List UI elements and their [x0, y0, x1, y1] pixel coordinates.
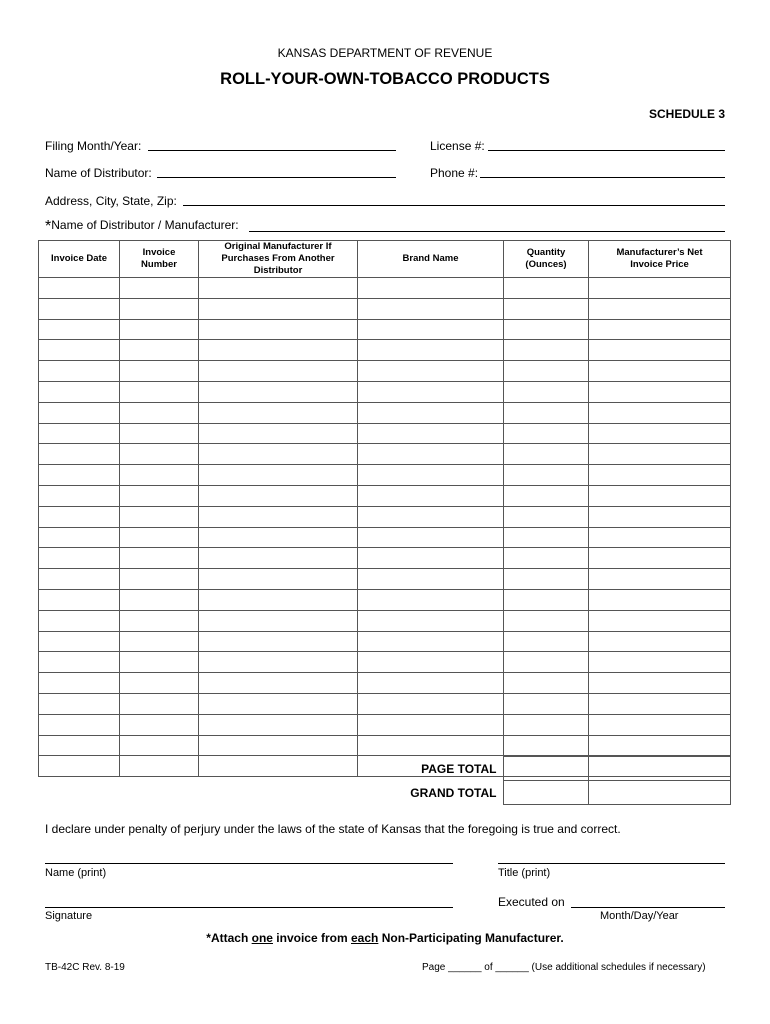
cell-original-manufacturer[interactable] [199, 485, 358, 506]
cell-brand-name[interactable] [358, 569, 504, 590]
distributor-manufacturer-field[interactable] [249, 231, 725, 232]
grand-total-row [38, 781, 730, 805]
cell-invoice-number[interactable] [120, 527, 199, 548]
table-row [39, 319, 731, 340]
cell-invoice-date[interactable] [39, 631, 120, 652]
cell-brand-name[interactable] [358, 444, 504, 465]
cell-brand-name[interactable] [358, 631, 504, 652]
cell-quantity[interactable] [504, 278, 589, 299]
cell-invoice-date[interactable] [39, 735, 120, 756]
cell-quantity[interactable] [504, 693, 589, 714]
cell-invoice-number[interactable] [120, 444, 199, 465]
cell-net-invoice-price[interactable] [589, 278, 731, 299]
cell-net-invoice-price[interactable] [589, 423, 731, 444]
table-row [39, 735, 731, 756]
cell-original-manufacturer[interactable] [199, 340, 358, 361]
cell-net-invoice-price[interactable] [589, 361, 731, 382]
cell-invoice-date[interactable] [39, 340, 120, 361]
cell-quantity[interactable] [504, 735, 589, 756]
cell-invoice-number[interactable] [120, 485, 199, 506]
table-row [39, 298, 731, 319]
table-row [39, 423, 731, 444]
name-print-label: Name (print) [45, 867, 107, 879]
cell-quantity[interactable] [504, 673, 589, 694]
table-row [39, 444, 731, 465]
cell-quantity[interactable] [504, 465, 589, 486]
cell-invoice-number[interactable] [120, 319, 199, 340]
cell-invoice-date[interactable] [39, 673, 120, 694]
cell-original-manufacturer[interactable] [199, 631, 358, 652]
cell-invoice-number[interactable] [120, 652, 199, 673]
cell-brand-name[interactable] [358, 340, 504, 361]
cell-brand-name[interactable] [358, 278, 504, 299]
table-row [39, 278, 731, 299]
cell-net-invoice-price[interactable] [589, 589, 731, 610]
cell-invoice-number[interactable] [120, 340, 199, 361]
executed-on-label: Executed on [498, 895, 565, 909]
cell-net-invoice-price[interactable] [589, 548, 731, 569]
cell-original-manufacturer[interactable] [199, 569, 358, 590]
asterisk-mark: * [45, 218, 52, 235]
phone-label: Phone #: [430, 166, 479, 180]
title-print-field[interactable] [498, 863, 725, 864]
cell-quantity[interactable] [504, 402, 589, 423]
table-row [39, 548, 731, 569]
cell-brand-name[interactable] [358, 652, 504, 673]
page-info: Page ______ of ______ (Use additional schedules if necessary) [422, 962, 706, 973]
cell-net-invoice-price[interactable] [589, 465, 731, 486]
cell-net-invoice-price[interactable] [589, 631, 731, 652]
signature-label: Signature [45, 910, 93, 922]
cell-invoice-number[interactable] [120, 631, 199, 652]
cell-quantity[interactable] [504, 652, 589, 673]
cell-original-manufacturer[interactable] [199, 548, 358, 569]
table-row [39, 610, 731, 631]
grand-total-quantity-cell[interactable] [503, 781, 588, 805]
attach-note-part3: Non-Participating Manufacturer. [378, 931, 564, 945]
cell-invoice-number[interactable] [120, 361, 199, 382]
cell-net-invoice-price[interactable] [589, 444, 731, 465]
cell-net-invoice-price[interactable] [589, 569, 731, 590]
cell-invoice-number[interactable] [120, 735, 199, 756]
cell-net-invoice-price[interactable] [589, 714, 731, 735]
agency-name: KANSAS DEPARTMENT OF REVENUE [277, 46, 493, 60]
cell-brand-name[interactable] [358, 527, 504, 548]
cell-invoice-number[interactable] [120, 423, 199, 444]
cell-invoice-date[interactable] [39, 361, 120, 382]
cell-invoice-number[interactable] [120, 506, 199, 527]
grand-total-price-cell[interactable] [588, 781, 730, 805]
cell-invoice-date[interactable] [39, 569, 120, 590]
page-total-price-cell[interactable] [588, 757, 730, 781]
cell-invoice-number[interactable] [120, 673, 199, 694]
col-original-manufacturer: Original Manufacturer If Purchases From Another Distributor [199, 241, 358, 278]
month-day-year-label: Month/Day/Year [600, 910, 679, 922]
address-field[interactable] [183, 205, 725, 206]
distributor-manufacturer-text: Name of Distributor / Manufacturer: [51, 218, 239, 232]
cell-original-manufacturer[interactable] [199, 589, 358, 610]
cell-invoice-number[interactable] [120, 278, 199, 299]
title-print-label: Title (print) [498, 867, 551, 879]
table-header-row [39, 241, 731, 278]
cell-brand-name[interactable] [358, 610, 504, 631]
page-total-quantity-cell[interactable] [503, 757, 588, 781]
cell-invoice-number[interactable] [120, 589, 199, 610]
cell-quantity[interactable] [504, 610, 589, 631]
cell-invoice-date[interactable] [39, 465, 120, 486]
cell-invoice-date[interactable] [39, 693, 120, 714]
cell-brand-name[interactable] [358, 589, 504, 610]
cell-brand-name[interactable] [358, 402, 504, 423]
cell-invoice-number[interactable] [120, 381, 199, 402]
page-total-label: PAGE TOTAL [38, 757, 503, 781]
cell-invoice-date[interactable] [39, 610, 120, 631]
cell-invoice-date[interactable] [39, 714, 120, 735]
attach-note-part1: *Attach [206, 931, 252, 945]
cell-brand-name[interactable] [358, 485, 504, 506]
cell-original-manufacturer[interactable] [199, 652, 358, 673]
cell-quantity[interactable] [504, 569, 589, 590]
cell-quantity[interactable] [504, 340, 589, 361]
cell-invoice-date[interactable] [39, 652, 120, 673]
address-label: Address, City, State, Zip: [45, 194, 177, 208]
cell-brand-name[interactable] [358, 714, 504, 735]
table-row [39, 714, 731, 735]
cell-invoice-date[interactable] [39, 278, 120, 299]
cell-net-invoice-price[interactable] [589, 340, 731, 361]
attach-note-part2: invoice from [272, 931, 351, 945]
declaration-text: I declare under penalty of perjury under the laws of the state of Kansas that the foregoing is true and correct. [45, 822, 621, 836]
attach-note-each: each [351, 931, 379, 945]
form-title: ROLL-YOUR-OWN-TOBACCO PRODUCTS [220, 70, 550, 88]
cell-original-manufacturer[interactable] [199, 444, 358, 465]
cell-net-invoice-price[interactable] [589, 485, 731, 506]
license-label: License #: [430, 139, 485, 153]
cell-invoice-number[interactable] [120, 402, 199, 423]
cell-net-invoice-price[interactable] [589, 610, 731, 631]
cell-brand-name[interactable] [358, 735, 504, 756]
license-field[interactable] [488, 150, 725, 151]
cell-invoice-date[interactable] [39, 381, 120, 402]
form-id: TB-42C Rev. 8-19 [45, 962, 125, 973]
cell-brand-name[interactable] [358, 548, 504, 569]
cell-original-manufacturer[interactable] [199, 673, 358, 694]
cell-invoice-number[interactable] [120, 548, 199, 569]
cell-invoice-date[interactable] [39, 485, 120, 506]
cell-original-manufacturer[interactable] [199, 381, 358, 402]
cell-invoice-date[interactable] [39, 444, 120, 465]
grand-total-label: GRAND TOTAL [38, 781, 503, 805]
cell-brand-name[interactable] [358, 381, 504, 402]
cell-net-invoice-price[interactable] [589, 506, 731, 527]
cell-quantity[interactable] [504, 298, 589, 319]
cell-quantity[interactable] [504, 361, 589, 382]
col-net-invoice-price: Manufacturer’s Net Invoice Price [589, 241, 731, 278]
table-row [39, 381, 731, 402]
cell-invoice-number[interactable] [120, 714, 199, 735]
totals-table [38, 756, 731, 805]
invoice-table [38, 240, 731, 777]
table-row [39, 340, 731, 361]
table-row [39, 402, 731, 423]
cell-quantity[interactable] [504, 423, 589, 444]
table-row [39, 589, 731, 610]
cell-quantity[interactable] [504, 485, 589, 506]
signature-field[interactable] [45, 907, 453, 908]
cell-brand-name[interactable] [358, 361, 504, 382]
cell-brand-name[interactable] [358, 673, 504, 694]
cell-brand-name[interactable] [358, 423, 504, 444]
name-of-distributor-label: Name of Distributor: [45, 166, 152, 180]
cell-original-manufacturer[interactable] [199, 402, 358, 423]
col-invoice-number: Invoice Number [120, 241, 199, 278]
cell-original-manufacturer[interactable] [199, 735, 358, 756]
table-row [39, 693, 731, 714]
cell-original-manufacturer[interactable] [199, 361, 358, 382]
table-row [39, 361, 731, 382]
cell-original-manufacturer[interactable] [199, 527, 358, 548]
cell-invoice-date[interactable] [39, 423, 120, 444]
cell-net-invoice-price[interactable] [589, 673, 731, 694]
table-row [39, 527, 731, 548]
cell-original-manufacturer[interactable] [199, 465, 358, 486]
cell-invoice-date[interactable] [39, 548, 120, 569]
executed-on-field[interactable] [571, 907, 725, 908]
cell-original-manufacturer[interactable] [199, 714, 358, 735]
cell-brand-name[interactable] [358, 693, 504, 714]
cell-invoice-number[interactable] [120, 298, 199, 319]
cell-brand-name[interactable] [358, 319, 504, 340]
cell-invoice-number[interactable] [120, 610, 199, 631]
cell-original-manufacturer[interactable] [199, 319, 358, 340]
table-row [39, 652, 731, 673]
cell-original-manufacturer[interactable] [199, 693, 358, 714]
cell-net-invoice-price[interactable] [589, 298, 731, 319]
col-quantity: Quantity (Ounces) [504, 241, 589, 278]
cell-quantity[interactable] [504, 381, 589, 402]
cell-net-invoice-price[interactable] [589, 735, 731, 756]
cell-quantity[interactable] [504, 319, 589, 340]
table-row [39, 569, 731, 590]
phone-field[interactable] [480, 177, 725, 178]
cell-invoice-date[interactable] [39, 298, 120, 319]
cell-invoice-number[interactable] [120, 693, 199, 714]
cell-original-manufacturer[interactable] [199, 278, 358, 299]
name-of-distributor-field[interactable] [157, 177, 396, 178]
attach-note-one: one [251, 931, 273, 945]
cell-original-manufacturer[interactable] [199, 506, 358, 527]
attach-invoice-note [0, 931, 770, 945]
cell-invoice-date[interactable] [39, 402, 120, 423]
schedule-label: SCHEDULE 3 [648, 107, 725, 121]
cell-invoice-date[interactable] [39, 319, 120, 340]
cell-net-invoice-price[interactable] [589, 652, 731, 673]
cell-invoice-number[interactable] [120, 569, 199, 590]
cell-net-invoice-price[interactable] [589, 527, 731, 548]
cell-quantity[interactable] [504, 527, 589, 548]
table-row [39, 506, 731, 527]
cell-original-manufacturer[interactable] [199, 423, 358, 444]
cell-net-invoice-price[interactable] [589, 402, 731, 423]
cell-net-invoice-price[interactable] [589, 319, 731, 340]
filing-month-year-field[interactable] [148, 150, 396, 151]
table-row [39, 485, 731, 506]
cell-quantity[interactable] [504, 548, 589, 569]
cell-quantity[interactable] [504, 444, 589, 465]
cell-original-manufacturer[interactable] [199, 610, 358, 631]
cell-invoice-number[interactable] [120, 465, 199, 486]
cell-quantity[interactable] [504, 589, 589, 610]
page-total-row [38, 757, 730, 781]
cell-quantity[interactable] [504, 714, 589, 735]
cell-net-invoice-price[interactable] [589, 693, 731, 714]
cell-quantity[interactable] [504, 631, 589, 652]
cell-quantity[interactable] [504, 506, 589, 527]
invoice-table-body [39, 278, 731, 777]
cell-net-invoice-price[interactable] [589, 381, 731, 402]
cell-brand-name[interactable] [358, 298, 504, 319]
name-print-field[interactable] [45, 863, 453, 864]
cell-original-manufacturer[interactable] [199, 298, 358, 319]
cell-brand-name[interactable] [358, 506, 504, 527]
cell-invoice-date[interactable] [39, 527, 120, 548]
cell-invoice-date[interactable] [39, 589, 120, 610]
table-row [39, 465, 731, 486]
table-row [39, 673, 731, 694]
cell-brand-name[interactable] [358, 465, 504, 486]
table-row [39, 631, 731, 652]
cell-invoice-date[interactable] [39, 506, 120, 527]
distributor-manufacturer-label [45, 218, 239, 236]
filing-month-year-label: Filing Month/Year: [45, 139, 142, 153]
col-invoice-date: Invoice Date [39, 241, 120, 278]
col-brand-name: Brand Name [358, 241, 504, 278]
